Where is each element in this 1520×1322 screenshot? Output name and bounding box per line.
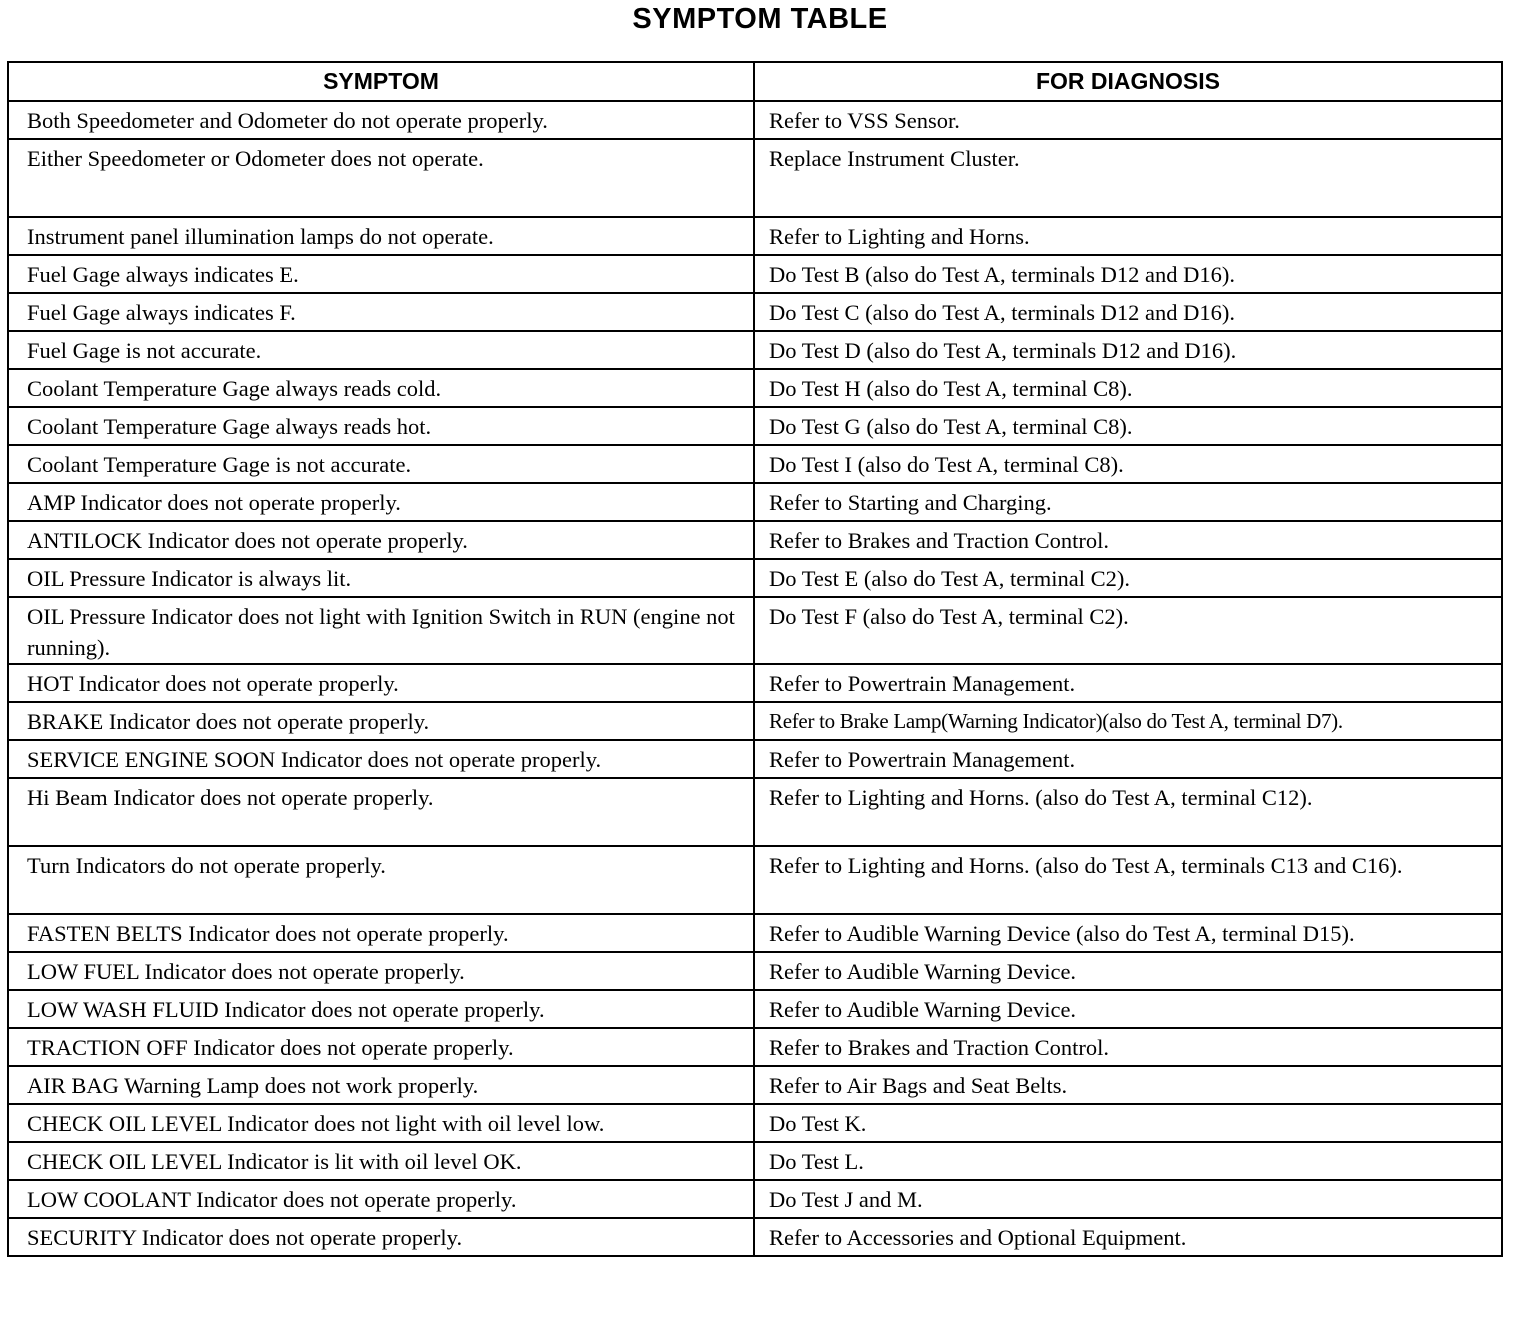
diagnosis-cell <box>754 1142 1502 1180</box>
diagnosis-text: Do Test G (also do Test A, terminal C8). <box>769 414 1133 439</box>
symptom-text: FASTEN BELTS Indicator does not operate properly. <box>27 921 509 946</box>
symptom-text: LOW FUEL Indicator does not operate properly. <box>27 959 465 984</box>
table-row <box>8 1180 1502 1218</box>
symptom-cell <box>8 1066 754 1104</box>
symptom-text: AMP Indicator does not operate properly. <box>27 490 401 515</box>
diagnosis-text: Refer to Brakes and Traction Control. <box>769 1035 1109 1060</box>
table-row <box>8 1066 1502 1104</box>
diagnosis-text: Refer to Powertrain Management. <box>769 747 1076 772</box>
diagnosis-cell <box>754 846 1502 914</box>
diagnosis-cell <box>754 407 1502 445</box>
symptom-text: Fuel Gage always indicates F. <box>27 300 296 325</box>
symptom-cell <box>8 1218 754 1256</box>
symptom-text: LOW WASH FLUID Indicator does not operate properly. <box>27 997 545 1022</box>
symptom-cell <box>8 139 754 217</box>
symptom-text: Either Speedometer or Odometer does not operate. <box>27 146 484 171</box>
symptom-cell <box>8 664 754 702</box>
symptom-cell <box>8 293 754 331</box>
diagnosis-cell <box>754 990 1502 1028</box>
diagnosis-text: Do Test D (also do Test A, terminals D12 and D16). <box>769 338 1237 363</box>
diagnosis-cell <box>754 778 1502 846</box>
diagnosis-cell <box>754 740 1502 778</box>
symptom-cell <box>8 952 754 990</box>
table-row <box>8 846 1502 914</box>
table-row <box>8 331 1502 369</box>
symptom-cell <box>8 331 754 369</box>
symptom-cell <box>8 990 754 1028</box>
diagnosis-cell <box>754 1104 1502 1142</box>
symptom-text: Coolant Temperature Gage always reads cold. <box>27 376 442 401</box>
diagnosis-cell <box>754 597 1502 664</box>
diagnosis-text: Refer to Brake Lamp(Warning Indicator)(also do Test A, terminal D7). <box>769 709 1343 733</box>
table-row <box>8 1142 1502 1180</box>
diagnosis-text: Do Test B (also do Test A, terminals D12 and D16). <box>769 262 1235 287</box>
symptom-cell <box>8 559 754 597</box>
table-row <box>8 101 1502 139</box>
diagnosis-cell <box>754 217 1502 255</box>
symptom-text: CHECK OIL LEVEL Indicator is lit with oil level OK. <box>27 1149 522 1174</box>
diagnosis-cell <box>754 483 1502 521</box>
diagnosis-cell <box>754 369 1502 407</box>
symptom-cell <box>8 445 754 483</box>
symptom-text: HOT Indicator does not operate properly. <box>27 671 399 696</box>
symptom-text: OIL Pressure Indicator does not light with Ignition Switch in RUN (engine not running). <box>27 604 735 660</box>
symptom-cell <box>8 1142 754 1180</box>
symptom-text: Fuel Gage always indicates E. <box>27 262 299 287</box>
table-row <box>8 255 1502 293</box>
diagnosis-text: Do Test C (also do Test A, terminals D12 and D16). <box>769 300 1235 325</box>
diagnosis-text: Do Test I (also do Test A, terminal C8). <box>769 452 1124 477</box>
symptom-cell <box>8 255 754 293</box>
diagnosis-text: Refer to Audible Warning Device. <box>769 997 1077 1022</box>
symptom-cell <box>8 778 754 846</box>
table-row <box>8 369 1502 407</box>
diagnosis-text: Do Test L. <box>769 1149 864 1174</box>
table-row <box>8 483 1502 521</box>
diagnosis-cell <box>754 139 1502 217</box>
symptom-text: CHECK OIL LEVEL Indicator does not light with oil level low. <box>27 1111 605 1136</box>
diagnosis-text: Refer to Brakes and Traction Control. <box>769 528 1109 553</box>
diagnosis-cell <box>754 255 1502 293</box>
symptom-text: OIL Pressure Indicator is always lit. <box>27 566 352 591</box>
table-row <box>8 778 1502 846</box>
symptom-text: ANTILOCK Indicator does not operate properly. <box>27 528 468 553</box>
diagnosis-cell <box>754 1028 1502 1066</box>
symptom-cell <box>8 521 754 559</box>
diagnosis-text: Refer to Powertrain Management. <box>769 671 1076 696</box>
symptom-text: TRACTION OFF Indicator does not operate properly. <box>27 1035 514 1060</box>
symptom-text: LOW COOLANT Indicator does not operate properly. <box>27 1187 517 1212</box>
diagnosis-cell <box>754 331 1502 369</box>
symptom-text: Hi Beam Indicator does not operate properly. <box>27 785 434 810</box>
column-header-symptom: SYMPTOM <box>8 62 754 101</box>
diagnosis-text: Refer to Accessories and Optional Equipment. <box>769 1225 1187 1250</box>
diagnosis-text: Refer to Audible Warning Device. <box>769 959 1077 984</box>
symptom-table <box>7 61 1503 1257</box>
symptom-text: Fuel Gage is not accurate. <box>27 338 262 363</box>
symptom-cell <box>8 1028 754 1066</box>
symptom-text: Instrument panel illumination lamps do not operate. <box>27 224 494 249</box>
diagnosis-cell <box>754 445 1502 483</box>
symptom-cell <box>8 407 754 445</box>
symptom-cell <box>8 597 754 664</box>
table-row <box>8 1104 1502 1142</box>
symptom-cell <box>8 702 754 740</box>
table-row <box>8 740 1502 778</box>
table-row <box>8 664 1502 702</box>
symptom-text: SECURITY Indicator does not operate properly. <box>27 1225 463 1250</box>
diagnosis-cell <box>754 521 1502 559</box>
table-row <box>8 407 1502 445</box>
symptom-cell <box>8 1104 754 1142</box>
page-title: SYMPTOM TABLE <box>632 3 888 35</box>
symptom-cell <box>8 846 754 914</box>
diagnosis-text: Replace Instrument Cluster. <box>769 146 1020 171</box>
diagnosis-text: Refer to VSS Sensor. <box>769 108 960 133</box>
diagnosis-cell <box>754 1066 1502 1104</box>
table-row <box>8 952 1502 990</box>
table-row <box>8 597 1502 664</box>
diagnosis-cell <box>754 1218 1502 1256</box>
symptom-text: Coolant Temperature Gage is not accurate. <box>27 452 412 477</box>
table-row <box>8 217 1502 255</box>
table-row <box>8 521 1502 559</box>
symptom-cell <box>8 740 754 778</box>
table-row <box>8 990 1502 1028</box>
symptom-text: AIR BAG Warning Lamp does not work properly. <box>27 1073 479 1098</box>
symptom-text: BRAKE Indicator does not operate properly. <box>27 709 430 734</box>
symptom-cell <box>8 483 754 521</box>
symptom-cell <box>8 101 754 139</box>
table-row <box>8 445 1502 483</box>
symptom-cell <box>8 914 754 952</box>
diagnosis-cell <box>754 702 1502 740</box>
diagnosis-cell <box>754 293 1502 331</box>
table-row <box>8 1028 1502 1066</box>
diagnosis-text: Do Test E (also do Test A, terminal C2). <box>769 566 1130 591</box>
column-header-diagnosis: FOR DIAGNOSIS <box>754 62 1502 101</box>
diagnosis-cell <box>754 559 1502 597</box>
table-row <box>8 139 1502 217</box>
diagnosis-text: Do Test J and M. <box>769 1187 923 1212</box>
table-row <box>8 559 1502 597</box>
diagnosis-text: Refer to Lighting and Horns. (also do Test A, terminal C12). <box>769 785 1313 810</box>
diagnosis-text: Refer to Audible Warning Device (also do Test A, terminal D15). <box>769 921 1355 946</box>
table-row <box>8 1218 1502 1256</box>
diagnosis-cell <box>754 914 1502 952</box>
symptom-text: Both Speedometer and Odometer do not operate properly. <box>27 108 548 133</box>
table-row <box>8 702 1502 740</box>
table-row <box>8 914 1502 952</box>
diagnosis-text: Refer to Starting and Charging. <box>769 490 1052 515</box>
table-row <box>8 293 1502 331</box>
symptom-cell <box>8 217 754 255</box>
diagnosis-cell <box>754 952 1502 990</box>
diagnosis-text: Refer to Air Bags and Seat Belts. <box>769 1073 1068 1098</box>
symptom-text: Coolant Temperature Gage always reads hot. <box>27 414 432 439</box>
symptom-text: SERVICE ENGINE SOON Indicator does not operate properly. <box>27 747 602 772</box>
diagnosis-text: Refer to Lighting and Horns. <box>769 224 1030 249</box>
diagnosis-cell <box>754 664 1502 702</box>
diagnosis-text: Do Test F (also do Test A, terminal C2). <box>769 604 1129 629</box>
symptom-text: Turn Indicators do not operate properly. <box>27 853 386 878</box>
table-header-row <box>8 62 1502 101</box>
diagnosis-text: Do Test H (also do Test A, terminal C8). <box>769 376 1133 401</box>
diagnosis-text: Do Test K. <box>769 1111 867 1136</box>
diagnosis-cell <box>754 1180 1502 1218</box>
symptom-cell <box>8 369 754 407</box>
symptom-cell <box>8 1180 754 1218</box>
diagnosis-cell <box>754 101 1502 139</box>
diagnosis-text: Refer to Lighting and Horns. (also do Test A, terminals C13 and C16). <box>769 853 1403 878</box>
